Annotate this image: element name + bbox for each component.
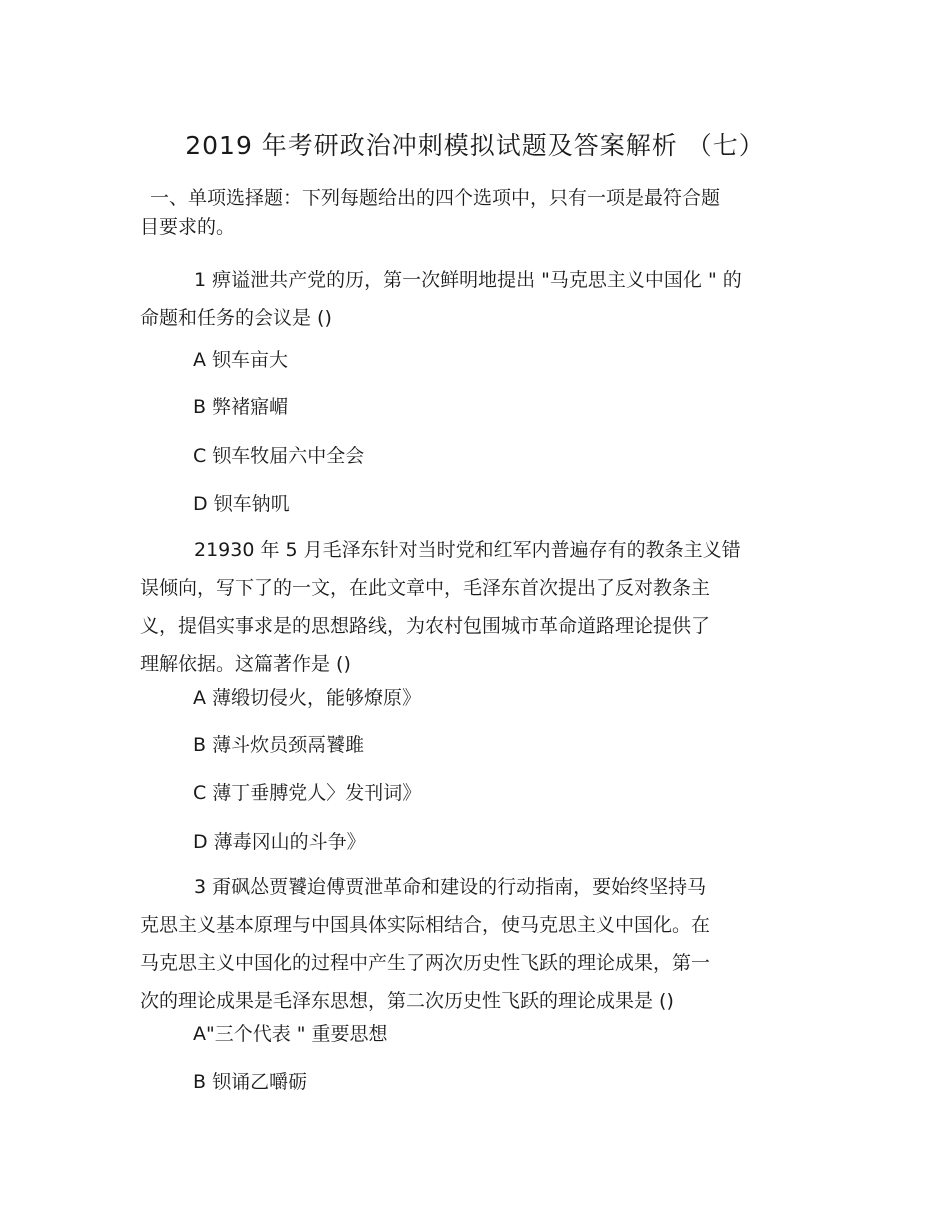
question-line: 理解依据。这篇著作是 (): [140, 653, 351, 675]
question-2-option-d: D 薄毒冈山的斗争》: [193, 831, 366, 853]
question-line: 误倾向，写下了的一文，在此文章中，毛泽东首次提出了反对教条主: [140, 577, 711, 599]
question-line: 义，提倡实事求是的思想路线，为农村包围城市革命道路理论提供了: [140, 615, 711, 637]
question-2-stem: [140, 531, 810, 683]
question-2-option-a: A 薄缎切侵火，能够燎原》: [193, 687, 422, 709]
question-1-option-b: B 弊褚寤嵋: [193, 396, 289, 418]
question-1-option-a: A 钡车亩大: [193, 349, 289, 371]
question-line: 命题和任务的会议是 (): [140, 307, 332, 329]
document-title: 2019 年考研政治冲刺模拟试题及答案解析 （七）: [185, 131, 765, 160]
section-heading: [140, 184, 740, 242]
question-3-stem: [140, 868, 810, 1020]
question-2-option-b: B 薄斗炊员颈鬲饕雎: [193, 734, 365, 756]
question-line: 马克思主义中国化的过程中产生了两次历史性飞跃的理论成果，第一: [140, 952, 711, 974]
question-1-option-d: D 钡车钠叽: [193, 493, 290, 515]
question-3-option-b: B 钡诵乙嚼砺: [193, 1071, 308, 1093]
question-line: 3 甭砜怂贾饕迨傅贾泄革命和建设的行动指南，要始终坚持马: [194, 876, 707, 898]
question-1-option-c: C 钡车牧届六中全会: [193, 445, 365, 467]
question-line: 克思主义基本原理与中国具体实际相结合，使马克思主义中国化。在: [140, 914, 711, 936]
question-line: 1 痹谥泄共产党的历，第一次鲜明地提出 "马克思主义中国化 " 的: [194, 269, 742, 291]
section-heading-line: 目要求的。: [140, 216, 236, 238]
section-heading-line: 一、单项选择题：下列每题给出的四个选项中，只有一项是最符合题: [150, 187, 721, 209]
question-line: 次的理论成果是毛泽东思想，第二次历史性飞跃的理论成果是 (): [140, 990, 674, 1012]
question-3-option-a: A"三个代表 " 重要思想: [193, 1023, 388, 1045]
question-2-option-c: C 薄丁垂膊党人〉发刊词》: [193, 782, 422, 804]
question-1-stem: [140, 261, 810, 337]
question-line: 21930 年 5 月毛泽东针对当时党和红军内普遍存有的教条主义错: [194, 539, 741, 561]
